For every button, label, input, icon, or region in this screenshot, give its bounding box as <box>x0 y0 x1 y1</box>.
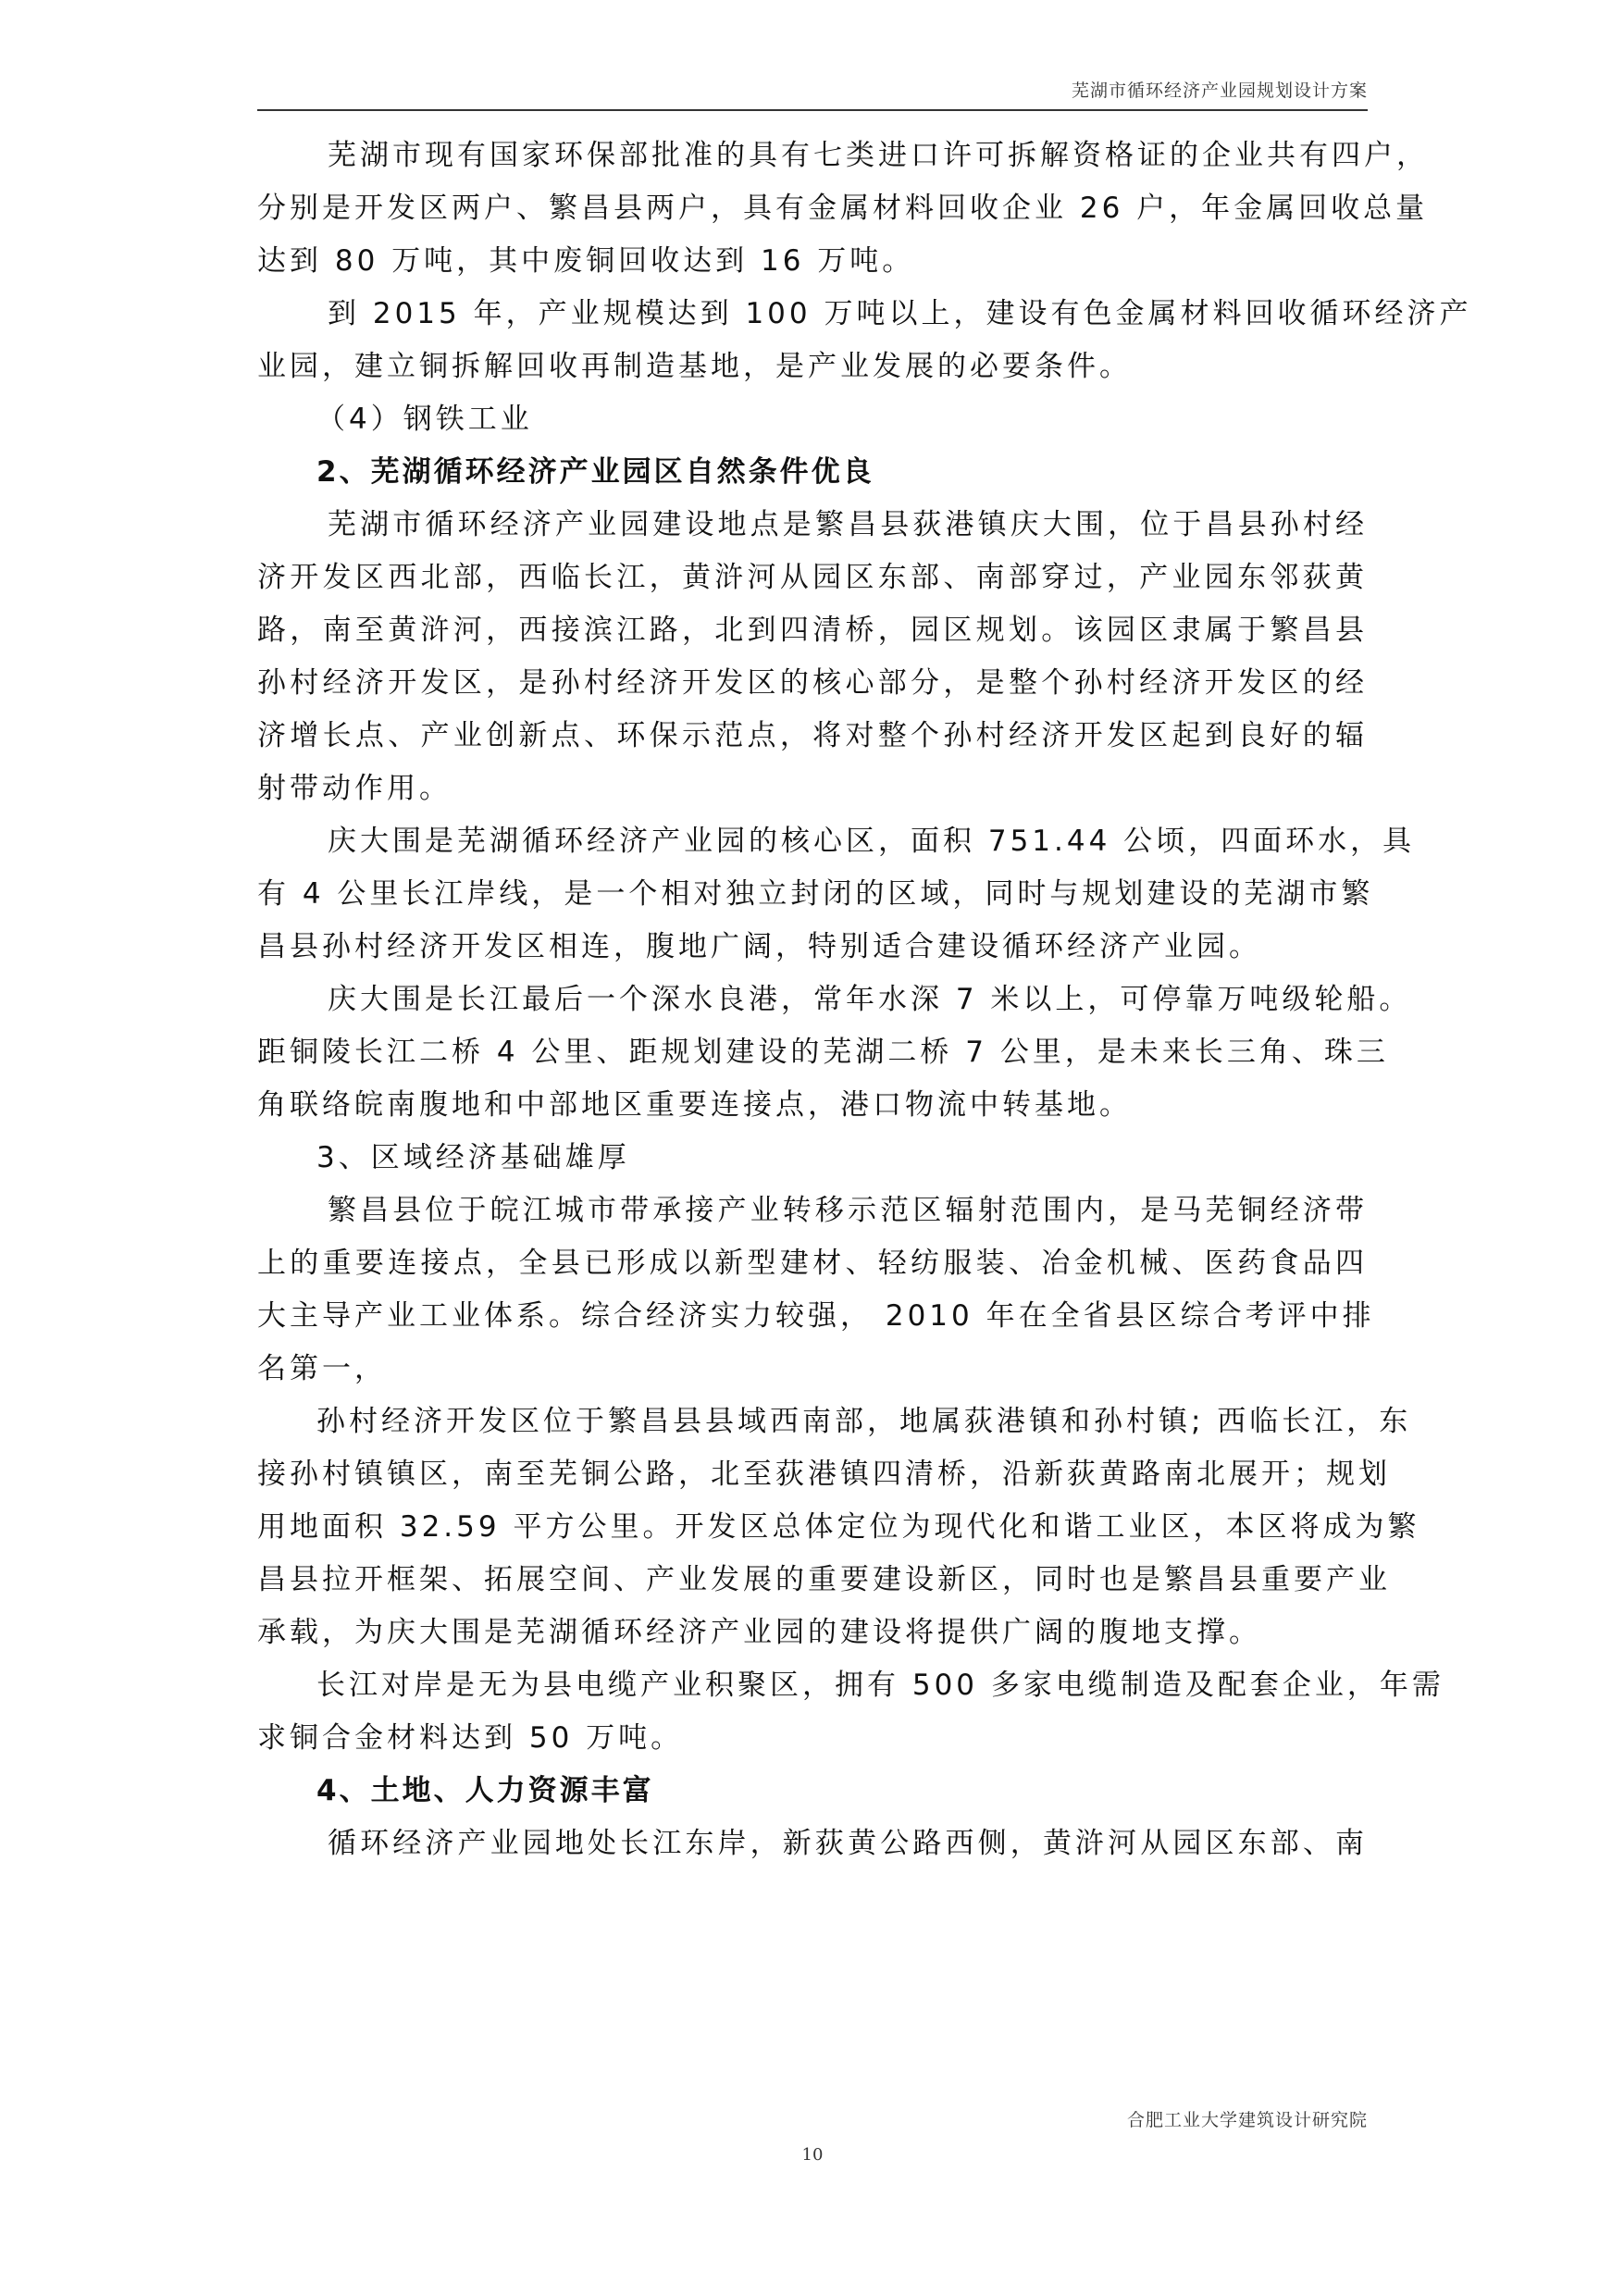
paragraph-line: 孙村经济开发区，是孙村经济开发区的核心部分，是整个孙村经济开发区的经 <box>257 666 1368 700</box>
footer-organization: 合肥工业大学建筑设计研究院 <box>1126 2110 1368 2130</box>
paragraph-line: 芜湖市循环经济产业园建设地点是繁昌县荻港镇庆大围，位于昌县孙村经 <box>328 508 1368 541</box>
header-title: 芜湖市循环经济产业园规划设计方案 <box>1071 81 1368 101</box>
paragraph-line: 路，南至黄浒河，西接滨江路，北到四清桥，园区规划。该园区隶属于繁昌县 <box>257 614 1368 647</box>
paragraph-line: 用地面积 32.59 平方公里。开发区总体定位为现代化和谐工业区，本区将成为繁 <box>257 1510 1420 1544</box>
paragraph-line: 庆大围是芜湖循环经济产业园的核心区，面积 751.44 公顷，四面环水，具 <box>328 825 1416 858</box>
paragraph-line: 繁昌县位于皖江城市带承接产业转移示范区辐射范围内，是马芜铜经济带 <box>328 1194 1368 1227</box>
document-body <box>257 130 1472 1870</box>
section-heading: 4、土地、人力资源丰富 <box>316 1774 654 1807</box>
paragraph-line: 济增长点、产业创新点、环保示范点，将对整个孙村经济开发区起到良好的辐 <box>257 719 1368 752</box>
paragraph-line: 循环经济产业园地处长江东岸，新荻黄公路西侧，黄浒河从园区东部、南 <box>328 1827 1368 1860</box>
paragraph-line: 大主导产业工业体系。综合经济实力较强， 2010 年在全省县区综合考评中排 <box>257 1299 1375 1333</box>
paragraph-line: 上的重要连接点，全县已形成以新型建材、轻纺服装、冶金机械、医药食品四 <box>257 1247 1368 1280</box>
paragraph-line: 角联络皖南腹地和中部地区重要连接点，港口物流中转基地。 <box>257 1088 1132 1122</box>
section-heading: 3、区域经济基础雄厚 <box>316 1141 630 1174</box>
paragraph-line: 济开发区西北部，西临长江，黄浒河从园区东部、南部穿过，产业园东邻荻黄 <box>257 561 1368 594</box>
paragraph-line: 射带动作用。 <box>257 772 452 805</box>
paragraph-line: 芜湖市现有国家环保部批准的具有七类进口许可拆解资格证的企业共有四户， <box>328 139 1429 172</box>
paragraph-line: 分别是开发区两户、繁昌县两户，具有金属材料回收企业 26 户，年金属回收总量 <box>257 192 1429 225</box>
paragraph-line: 距铜陵长江二桥 4 公里、距规划建设的芜湖二桥 7 公里，是未来长三角、珠三 <box>257 1036 1389 1069</box>
paragraph-line: 庆大围是长江最后一个深水良港，常年水深 7 米以上，可停靠万吨级轮船。 <box>328 983 1412 1016</box>
paragraph-line: 到 2015 年，产业规模达到 100 万吨以上，建设有色金属材料回收循环经济产 <box>328 297 1472 330</box>
paragraph-line: 求铜合金材料达到 50 万吨。 <box>257 1721 684 1755</box>
paragraph-line: 达到 80 万吨，其中废铜回收达到 16 万吨。 <box>257 244 915 278</box>
paragraph-line: 孙村经济开发区位于繁昌县县域西南部，地属荻港镇和孙村镇; 西临长江，东 <box>316 1405 1412 1438</box>
paragraph-line: 名第一， <box>257 1352 387 1385</box>
paragraph-line: 有 4 公里长江岸线，是一个相对独立封闭的区域，同时与规划建设的芜湖市繁 <box>257 877 1374 911</box>
paragraph-line: 昌县拉开框架、拓展空间、产业发展的重要建设新区，同时也是繁昌县重要产业 <box>257 1563 1391 1596</box>
subsection-heading: （4）钢铁工业 <box>316 403 533 436</box>
paragraph-line: 业园，建立铜拆解回收再制造基地，是产业发展的必要条件。 <box>257 350 1132 383</box>
paragraph-line: 承载，为庆大围是芜湖循环经济产业园的建设将提供广阔的腹地支撑。 <box>257 1616 1261 1649</box>
page-footer <box>257 2106 1368 2165</box>
paragraph-line: 接孙村镇镇区，南至芜铜公路，北至荻港镇四清桥，沿新荻黄路南北展开；规划 <box>257 1458 1391 1491</box>
page-number: 10 <box>801 2145 824 2165</box>
paragraph-line: 长江对岸是无为县电缆产业积聚区，拥有 500 多家电缆制造及配套企业，年需 <box>316 1669 1444 1702</box>
paragraph-line: 昌县孙村经济开发区相连，腹地广阔，特别适合建设循环经济产业园。 <box>257 930 1261 963</box>
section-heading: 2、芜湖循环经济产业园区自然条件优良 <box>316 455 874 489</box>
page-header <box>257 72 1368 111</box>
